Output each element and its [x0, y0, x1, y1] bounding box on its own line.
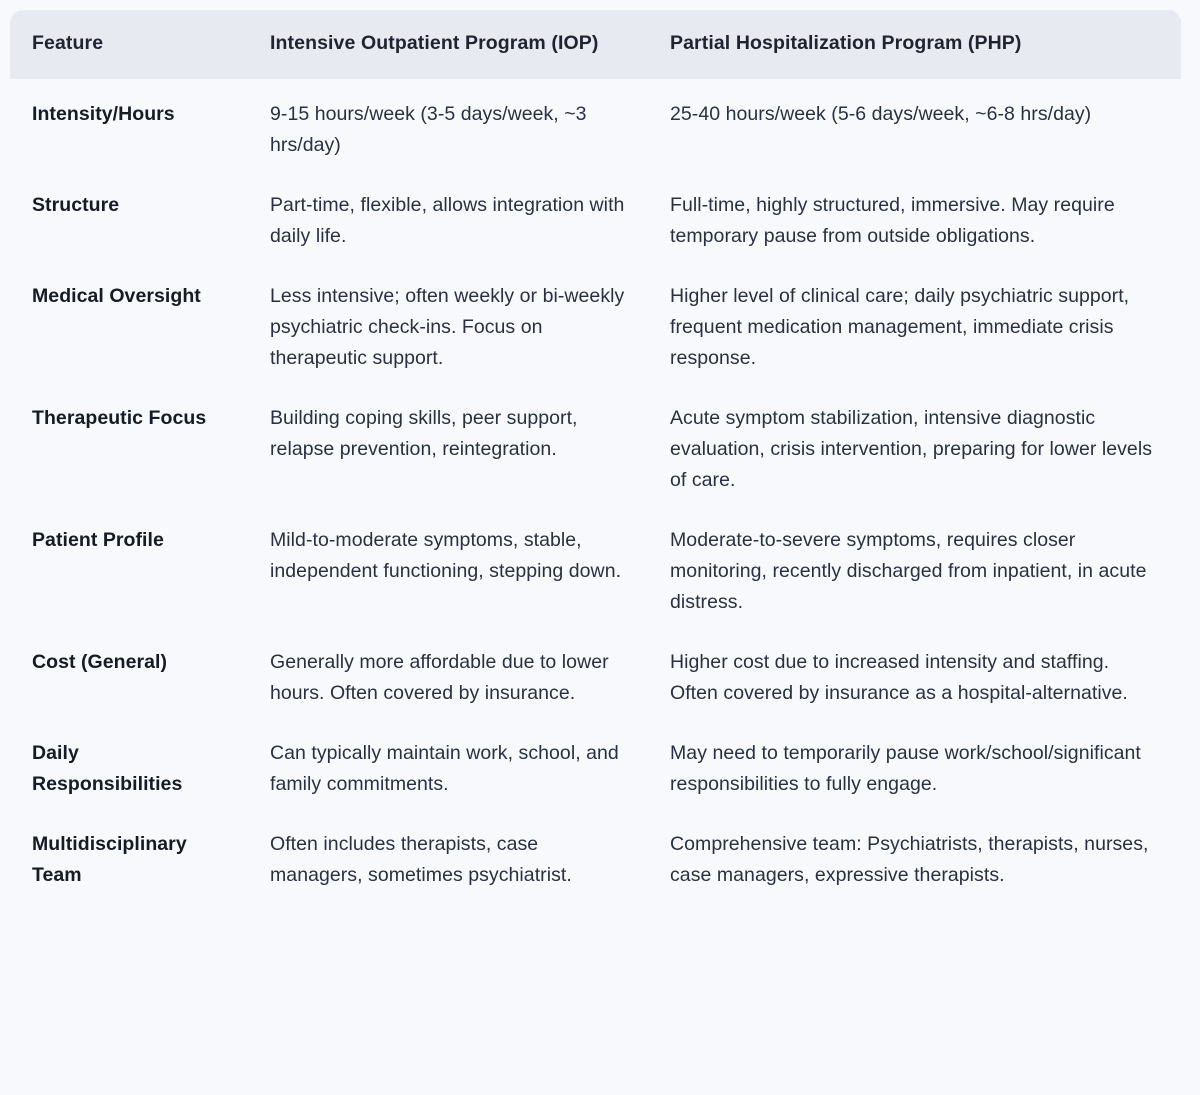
cell-php: 25-40 hours/week (5-6 days/week, ~6-8 hrs/day) [670, 103, 1092, 125]
table-row [10, 175, 1181, 266]
table-header [10, 10, 1181, 79]
cell-iop: Generally more affordable due to lower hours. Often covered by insurance. [270, 651, 609, 704]
table-row [10, 632, 1181, 723]
table-row [10, 266, 1181, 388]
cell-feature: Therapeutic Focus [32, 407, 207, 429]
table-row [10, 388, 1181, 510]
cell-iop: Often includes therapists, case managers, sometimes psychiatrist. [270, 833, 572, 886]
column-header-php: Partial Hospitalization Program (PHP) [648, 10, 1181, 79]
cell-feature: Structure [32, 194, 120, 216]
table-row [10, 723, 1181, 814]
cell-iop: Building coping skills, peer support, relapse prevention, reintegration. [270, 407, 578, 460]
cell-php: May need to temporarily pause work/school/significant responsibilities to fully engage. [670, 742, 1141, 795]
iop-php-comparison-table [10, 10, 1181, 917]
cell-php: Moderate-to-severe symptoms, requires closer monitoring, recently discharged from inpatient, in acute distress. [670, 529, 1147, 613]
cell-iop: Part-time, flexible, allows integration with daily life. [270, 194, 625, 247]
cell-iop: 9-15 hours/week (3-5 days/week, ~3 hrs/day) [270, 103, 587, 156]
cell-feature: Intensity/Hours [32, 103, 175, 125]
table-body [10, 79, 1181, 917]
cell-php: Higher level of clinical care; daily psychiatric support, frequent medication management, immediate crisis response. [670, 285, 1130, 369]
table-header-row [10, 10, 1181, 79]
cell-php: Acute symptom stabilization, intensive diagnostic evaluation, crisis intervention, preparing for lower levels of care. [670, 407, 1153, 491]
column-header-iop: Intensive Outpatient Program (IOP) [248, 10, 648, 79]
cell-feature: Patient Profile [32, 529, 164, 551]
table-row [10, 79, 1181, 175]
column-header-feature: Feature [10, 10, 248, 79]
cell-php: Full-time, highly structured, immersive. May require temporary pause from outside obligations. [670, 194, 1115, 247]
cell-feature: Daily Responsibilities [32, 742, 183, 795]
cell-feature: Multidisciplinary Team [32, 833, 187, 886]
table-row [10, 510, 1181, 632]
cell-iop: Can typically maintain work, school, and family commitments. [270, 742, 619, 795]
cell-php: Comprehensive team: Psychiatrists, therapists, nurses, case managers, expressive therapists. [670, 833, 1149, 886]
cell-feature: Medical Oversight [32, 285, 201, 307]
cell-iop: Mild-to-moderate symptoms, stable, independent functioning, stepping down. [270, 529, 622, 582]
cell-iop: Less intensive; often weekly or bi-weekly psychiatric check-ins. Focus on therapeutic support. [270, 285, 625, 369]
table-row [10, 814, 1181, 917]
cell-php: Higher cost due to increased intensity and staffing. Often covered by insurance as a hospital-alternative. [670, 651, 1128, 704]
cell-feature: Cost (General) [32, 651, 168, 673]
